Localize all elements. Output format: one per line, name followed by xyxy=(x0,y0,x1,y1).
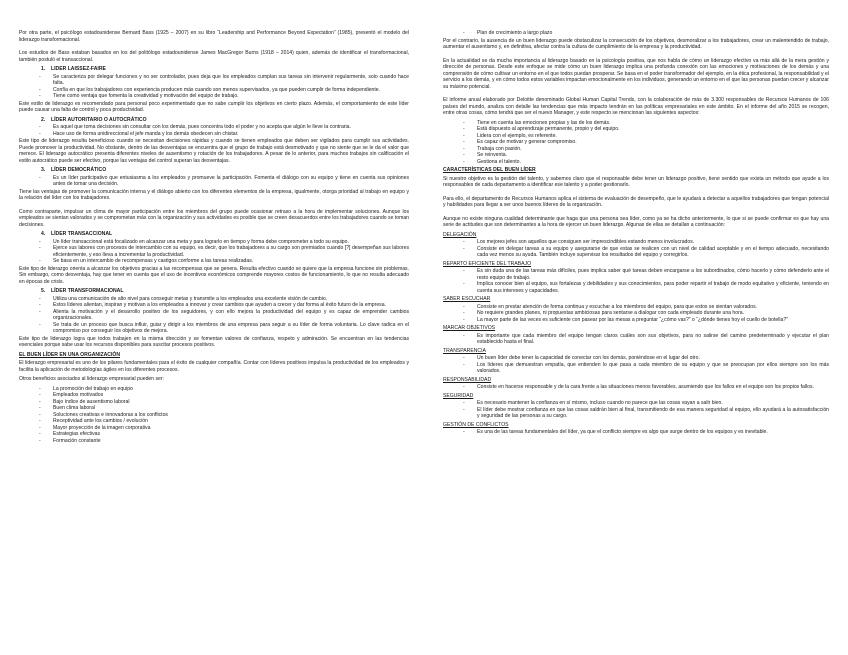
heading-text: LÍDER TRANSFORMACIONAL xyxy=(51,288,124,294)
bullet-list xyxy=(19,74,409,100)
list-item: - Receptividad ante los cambios / evolución xyxy=(53,418,409,425)
heading-number: 4. xyxy=(41,231,46,237)
paragraph: Otros beneficios asociados al liderazgo empresarial pueden ser: xyxy=(19,376,164,382)
paragraph: Como contraparte, impulsar un clima de mayor participación entre los miembros del grupo puede ocasionar retraso a la hora de implementar soluciones. Aunque los empleados se sientan valorados y se comprometan más con la organización y sus actividades es posible que se creen desacuerdos entre los trabajadores cuando se toman decisiones. xyxy=(19,208,409,228)
list-item: - La promoción del trabajo en equipo xyxy=(53,386,409,393)
list-item: - Lidera con el ejemplo, es referente. xyxy=(477,133,829,140)
paragraph: Los estudios de Bass estaban basados en los del politólogo estadounidense James MacGregor Burns (1918 – 2014) quien, además de identificar el transformacional, también postuló el transaccional. xyxy=(19,50,409,63)
list-item: - Estrategias efectivas xyxy=(53,431,409,438)
subsection-heading: MARCAR OBJETIVOS xyxy=(443,325,496,331)
list-item: - Buen clima laboral xyxy=(53,405,409,412)
bullet-list xyxy=(443,30,829,37)
paragraph: Este tipo de liderazgo logra que todos trabajen en la misma dirección y se fomentan valores de confianza, respeto y admiración. Se encuentran en las tendencias esenciales porque sabe usar los recursos disponibles para suscitar procesos positivos. xyxy=(19,335,409,348)
list-item: - Es necesario mantener la confianza en sí mismo, incluso cuando no parece que las cosas vayan a salir bien. xyxy=(477,400,829,407)
list-item: - Hace uso de forma unidireccional el jefe manda y los demás obedecen sin chistar. xyxy=(53,131,409,138)
list-item: - Confía en que los trabajadores con experiencia producen más cuando son menos supervisados, ya que pueden cumplir de forma independiente. xyxy=(53,87,409,94)
list-item: - Es importante que cada miembro del equipo tengan claros cuáles son sus objetivos, para no salirse del camino predeterminado y ejecutar el plan establecido hasta el final. xyxy=(477,333,829,346)
list-item: - Implica conocer bien al equipo, sus fortalezas y debilidades y sus conocimientos, para poder repartir el trabajo de modo equitativo y eficiente, teniendo en cuenta sus intereses y capacidades. xyxy=(477,281,829,294)
list-item: - Formación constante xyxy=(53,438,409,445)
paragraph: En la actualidad se da mucha importancia al liderazgo basado en la psicología positiva, que nos habla de cómo un liderazgo efectivo va más allá de la mera gestión y dirección de personas. Desde este enfoque se mide cómo un buen liderazgo implica una profunda conexión con las emociones y motivaciones de los demás y una comprensión de cómo cultivar un entorno en el que todos puedan prosperar. Se basa en el poder transformador del ejemplo, en la ética profesional, la responsabilidad y el servicio a los demás, y en cómo todos estos variables impactan emocionalmente en los individuos, generando un entorno en el que las personas puedan crecer y alcanzar su máximo potencial. xyxy=(443,57,829,90)
heading-text: LÍDER TRANSACCIONAL xyxy=(51,231,113,237)
bullet-list xyxy=(443,400,829,420)
list-item: - Un buen líder debe tener la capacidad de conectar con los demás, poniéndose en el lugar del otro. xyxy=(477,355,829,362)
paragraph: Aunque no existe ninguna cualidad determinante que haga que una persona sea líder, como ya se ha dicho anteriormente, lo que si se puede confirmar es que hay una serie de actitudes que son determinantes a la hora de ejercer un buen liderazgo. Algunas de ellas se detallan a continuación: xyxy=(443,215,829,228)
list-item: - Utiliza una comunicación de alto nivel para conseguir metas y transmite a los empleados una excelente visión de cambio. xyxy=(53,296,409,303)
list-item: - Es capaz de motivar y generar compromiso. xyxy=(477,139,829,146)
list-item: - Tiene como ventaja que fomenta la creatividad y motivación del equipo de trabajo. xyxy=(53,93,409,100)
list-item: - Alienta la motivación y el desarrollo positivo de los seguidores, y con ello mejora la productividad del equipo y es capaz de emprender cambios organizacionales. xyxy=(53,309,409,322)
list-item: - El líder debe mostrar confianza en que las cosas saldrán bien al final, transmitiendo de esa manera seguridad al equipo, ello ayudará a la autosatisfacción y seguridad de las personas a su cargo. xyxy=(477,407,829,420)
list-item: - Bajo índice de ausentismo laboral xyxy=(53,399,409,406)
subsection-heading: GESTIÓN DE CONFLICTOS xyxy=(443,421,509,428)
list-item: - Se trata de un proceso que busca influir, guiar y dirigir a los miembros de una empresa para seguir a su líder de forma voluntaria. Lo clave radica en el compromiso por conseguir los objetivos de mejora. xyxy=(53,322,409,335)
list-item: - Mayor proyección de la imagen corporativa xyxy=(53,425,409,432)
list-item: - La mayor parte de las veces es suficiente con pasear por las mesas a preguntar “¿cómo vas?” o “¿dónde tienes hoy el cuello de botella?” xyxy=(477,317,829,324)
heading-text: LÍDER AUTORITARIO O AUTOCRÁTICO xyxy=(51,116,147,123)
list-item: - Consiste en prestar atención de forma continua y escuchar a los miembros del equipo, para que estos se sientan valorados. xyxy=(477,304,829,311)
numbered-heading xyxy=(41,167,409,174)
subsection-heading: TRANSPARENCIA xyxy=(443,347,486,354)
subsection-heading: RESPONSABILIDAD xyxy=(443,376,492,383)
bullet-list xyxy=(443,268,829,294)
list-item: - Trabaja con pasión. xyxy=(477,146,829,153)
numbered-heading xyxy=(41,288,409,295)
paragraph: Por otra parte, el psicólogo estadounidense Bernard Bass (1925 – 2007) en su libro “Leadership and Performance Beyond Expectation” (1985), presentó el modelo del liderazgo transformacional. xyxy=(19,30,409,43)
paragraph: Este tipo de liderazgo resulta beneficioso cuando se necesitan decisiones rápidas y cuando se tienen empleados que deben ser vigilados para cumplir sus actividades. Puede promover la productividad. No obstante, dentro de las desventajas se encuentra que el grupo de trabajo está desmotivado y que no siente que se le da el valor que merece. El liderazgo autocrático presenta diferentes niveles de ausentismo y rotación de los trabajadores. A pesar de lo anterior, para muchos trabajos sin calificación el estilo autocrático puede ser efectivo, porque las ventajas del control superan las desventajas. xyxy=(19,138,409,164)
list-item: - Es sin duda una de las tareas más difíciles, pues implica saber qué tareas deben encargarse a los subordinados, cómo hacerlo y cómo defenderlo ante el resto equipo de trabajo. xyxy=(477,268,829,281)
list-item: - Consiste en hacerse responsable y de la cara frente a las situaciones menos favorables, asumiendo que los fallos en el equipo son los propios fallos. xyxy=(477,384,829,391)
list-item: - Un líder transaccional está focalizado en alcanzar una meta y para lograrlo en tiempo y forma debe comprometer a todo su equipo. xyxy=(53,239,409,246)
list-item: - Estos líderes alientan, inspiran y motivan a los empleados a innovar y crear cambios que ayuden a crecer y dar forma al éxito futuro de la empresa. xyxy=(53,302,409,309)
bullet-list xyxy=(19,175,409,188)
bullet-list xyxy=(19,296,409,335)
list-item: - Está dispuesto al aprendizaje permanente, propio y del equipo. xyxy=(477,126,829,133)
list-item: - Se caracteriza por delegar funciones y no ser controlador, pues deja que los empleados cumplan sus tareas sin intervenir regularmente, solo cuando hace falta. xyxy=(53,74,409,87)
bullet-list xyxy=(443,355,829,375)
section-heading: CARACTERÍSTICAS DEL BUEN LÍDER xyxy=(443,167,536,173)
list-item: - Se reinventa. xyxy=(477,152,829,159)
paragraph: Si nuestro objetivo es la gestión del talento, y sabemos claro que el responsable debe tener un liderazgo positivo, tiene sentido que exista un método que ayude a los responsables de cada departamento a identificar ese talento y a poder gestionarlo. xyxy=(443,175,829,188)
right-column xyxy=(443,30,829,437)
bullet-list xyxy=(443,384,829,391)
list-item: - No requiere grandes planes, ni propuestas ambiciosas para sentarse a dialogar con cada empleado durante una hora. xyxy=(477,310,829,317)
paragraph: Para ello, el departamento de Recursos Humanos aplica el sistema de evaluación de desempeño, que le ayudará a detectar a aquellos trabajadores que tengan potencial y habilidades para llegar a ser unos buenos líderes de la organización. xyxy=(443,195,829,208)
paragraph: Este tipo de liderazgo orienta a alcanzar los objetivos gracias a las recompensas que se genera. Resulta efectivo cuando se quiere que la empresa funcione sin problemas. Sin embargo, como desventaja, hay que tener en cuenta que el uso de incentivos económicos comprende mayores costos de funcionamiento, lo que no resulta adecuado en épocas de crisis. xyxy=(19,265,409,285)
paragraph: El informe anual elaborado por Deloitte denominado Global Human Capital Trends, con la colaboración de más de 3.300 responsables de Recursos Humanos de 106 países del mundo, analiza con detalle las tendencias que más impacto tendrán en las políticas empresariales en este ámbito. En el informe del año 2015 se recogen, entre otras cosas, cómo tendrá que ser el nuevo Manager, y este respecto se mencionan las siguientes aspectos: xyxy=(443,97,829,116)
paragraph: El liderazgo empresarial es uno de los pilares fundamentales para el éxito de cualquier compañía. Contar con líderes positivos impulsa la productividad de los empleados y facilita la aplicación de metodologías ágiles en los diferentes procesos. xyxy=(19,360,409,373)
bullet-list xyxy=(443,120,829,166)
list-item: - Tiene en cuenta las emociones propias y las de los demás. xyxy=(477,120,829,127)
bullet-list xyxy=(443,239,829,259)
heading-text: LIDER LAISSEZ-FAIRE xyxy=(51,66,106,72)
bullet-list xyxy=(19,239,409,265)
heading-number: 5. xyxy=(41,288,46,294)
heading-number: 3. xyxy=(41,167,46,173)
list-item: - Plan de crecimiento a largo plazo xyxy=(477,30,829,37)
list-item: - Los mejores jefes son aquellos que consiguen ser imprescindibles estando menos involucrados. xyxy=(477,239,829,246)
subsection-heading: SABER ESCUCHAR xyxy=(443,296,491,302)
section-heading: EL BUEN LÍDER EN UNA ORGANIZACIÓN xyxy=(19,351,121,358)
numbered-heading xyxy=(41,66,409,73)
list-item: - Es aquel que toma decisiones sin consultar con los demás, pues concentra todo el poder y no acepta que algún le lleve la contraria. xyxy=(53,124,409,131)
list-item: - Los líderes que demuestran empatía, que entienden lo que pasa a cada miembro de su equipo y que se preocupan por ellos siempre son los más valorados. xyxy=(477,362,829,375)
bullet-list xyxy=(19,124,409,137)
subsection-heading: SEGURIDAD xyxy=(443,392,474,399)
bullet-list xyxy=(443,333,829,346)
bullet-list xyxy=(19,386,409,445)
numbered-heading xyxy=(41,117,409,124)
heading-number: 2. xyxy=(41,116,46,123)
bullet-list xyxy=(443,429,829,436)
list-item: - Es un líder participativo que entusiasma a los empleados y promueve la participación. Fomenta el diálogo con su equipo y tiene en cuenta sus opiniones antes de tomar una decisión. xyxy=(53,175,409,188)
paragraph: Por el contrario, la ausencia de un buen liderazgo puede obstaculizar la consecución de los objetivos, desmoralizar a los trabajadores, crear un malentendido de trabajo, aumentar el ausentismo y, en definitiva, afectar contra la cultura de cumplimiento de la empresa y la productividad. xyxy=(443,37,829,50)
list-item: - Ejerce sus labores con procesos de intercambio con su equipo, es decir, que los trabajadores a su cargo son premiados cuando [?] desempeñan sus labores eficientemente, y eso lleva a incrementar la productividad. xyxy=(53,245,409,258)
subsection-heading: DELEGACIÓN xyxy=(443,231,477,238)
left-column xyxy=(19,30,409,445)
list-item: - Gestiona el talento. xyxy=(477,159,829,166)
paragraph: Tiene las ventajas de promover la comunicación interna y el diálogo abierto con los diferentes elementos de la empresa, igualmente, otorga prioridad al trabajo en equipo y la relación del líder con los trabajadores. xyxy=(19,188,409,201)
list-item: - Consiste en delegar tareas a su equipo y asegurarse de que estas se realicen con un nivel de calidad aceptable y en el tiempo adecuado, necesitando cada vez menos su ayuda. También incluye supervisar los resultados del equipo y corregirlos. xyxy=(477,246,829,259)
list-item: - Empleados motivados xyxy=(53,392,409,399)
heading-text: LÍDER DEMOCRÁTICO xyxy=(51,167,107,173)
bullet-list xyxy=(443,304,829,324)
numbered-heading xyxy=(41,231,409,238)
heading-number: 1. xyxy=(41,66,46,72)
subsection-heading: REPARTO EFICIENTE DEL TRABAJO xyxy=(443,260,532,267)
list-item: - Soluciones creativas e innovadoras a los conflictos xyxy=(53,412,409,419)
paragraph: Este estilo de liderazgo es recomendado para personal poco experimentado que no sabe cumplir los objetivos en cierto plazo. Además, el comportamiento de este líder puede causar una falta de control y poca productividad. xyxy=(19,100,409,113)
list-item: - Es una de las tareas fundamentales del líder, ya que el conflicto siempre es algo que surge dentro de los equipos y es inevitable. xyxy=(477,429,829,436)
list-item: - Se basa en un intercambio de recompensas y castigos conforme a las tareas realizadas. xyxy=(53,258,409,265)
